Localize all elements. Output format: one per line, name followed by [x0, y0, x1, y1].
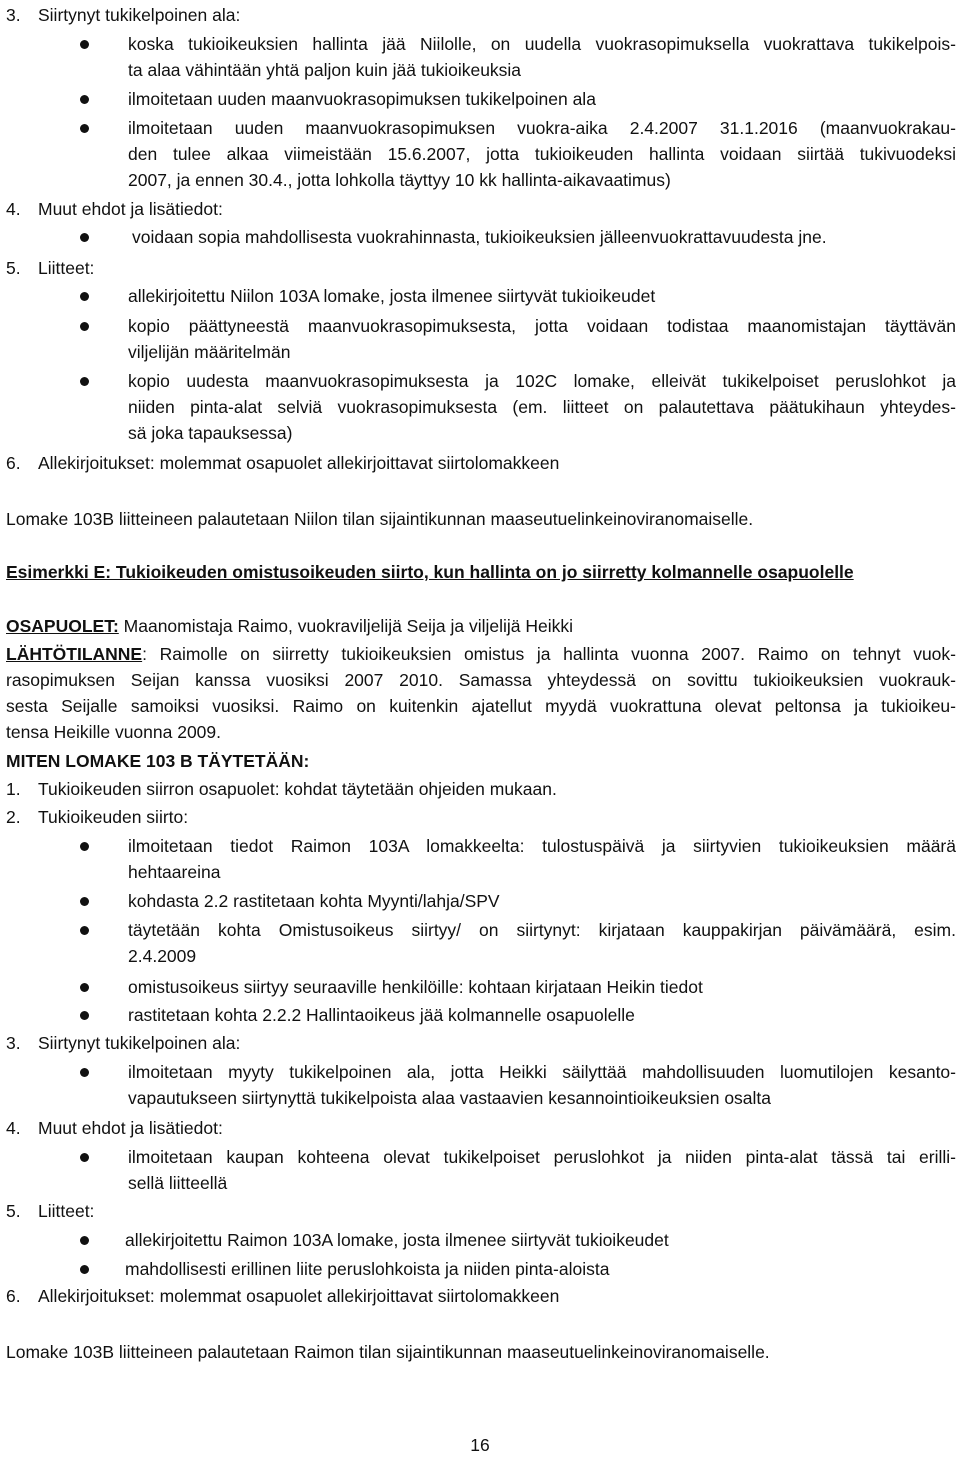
bullet-dot-icon — [80, 1236, 89, 1245]
bullet-text: den tulee alkaa viimeistään 15.6.2007, jotta tukioikeuden hallinta voidaan siirtää tukivuodeksi — [128, 144, 956, 164]
bullet-dot-icon — [80, 95, 89, 104]
section-title: Muut ehdot ja lisätiedot: — [38, 199, 223, 219]
bullet-text: vapautukseen siirtynyttä tukikelpoista alaa vastaavien kesannointioikeuksien osalta — [128, 1088, 772, 1108]
section-number: 6. — [6, 1286, 21, 1306]
bullet-dot-icon — [80, 1153, 89, 1162]
section-number: 4. — [6, 1118, 21, 1138]
parties-line — [6, 613, 956, 639]
bullet-dot-icon — [80, 233, 89, 242]
situation-line: sesta Seijalle samoiksi vuosiksi. Raimo on kuitenkin ajatellut myydä vuokrattuna olevat peltonsa ja tukioikeu- — [6, 696, 956, 716]
bullet-text: täytetään kohta Omistusoikeus siirtyy/ on siirtynyt: kirjataan kauppakirjan päivämäärä, esim. — [128, 920, 956, 940]
bullet-dot-icon — [80, 40, 89, 49]
section-title: Muut ehdot ja lisätiedot: — [38, 1118, 223, 1138]
situation-paragraph — [6, 641, 956, 745]
section-number: 5. — [6, 1201, 21, 1221]
section-number: 2. — [6, 807, 21, 827]
how-to-fill-heading: MITEN LOMAKE 103 B TÄYTETÄÄN: — [6, 751, 310, 771]
bullet-text: ilmoitetaan kaupan kohteena olevat tukikelpoiset peruslohkot ja niiden pinta-alat tässä tai erilli- — [128, 1147, 956, 1167]
situation-line: rasopimuksen Seijan kanssa vuosiksi 2007 2010. Samassa yhteydessä on sovittu tukioikeuksien vuokrauk- — [6, 670, 956, 690]
bullet-text: koska tukioikeuksien hallinta jää Niilolle, on uudella vuokrasopimuksella vuokrattava tukikelpois- — [128, 34, 956, 54]
bullet-dot-icon — [80, 842, 89, 851]
bullet-dot-icon — [80, 322, 89, 331]
bullet-text: voidaan sopia mahdollisesta vuokrahinnasta, tukioikeuksien jälleenvuokrattavuudesta jne. — [132, 227, 827, 247]
section-title: Tukioikeuden siirron osapuolet: kohdat täytetään ohjeiden mukaan. — [38, 779, 557, 799]
bullet-text: viljelijän määritelmän — [128, 342, 291, 362]
section-title: Siirtynyt tukikelpoinen ala: — [38, 1033, 241, 1053]
section-title: Allekirjoitukset: molemmat osapuolet allekirjoittavat siirtolomakkeen — [38, 453, 560, 473]
bullet-dot-icon — [80, 1068, 89, 1077]
section-title: Liitteet: — [38, 1201, 95, 1221]
bullet-text: ilmoitetaan tiedot Raimon 103A lomakkeelta: tulostuspäivä ja siirtyvien tukioikeuksien määrä — [128, 836, 956, 856]
section-number: 4. — [6, 199, 21, 219]
bullet-text: sä joka tapauksessa) — [128, 423, 293, 443]
bullet-text: 2.4.2009 — [128, 946, 197, 966]
bullet-dot-icon — [80, 983, 89, 992]
situation-label: LÄHTÖTILANNE — [6, 644, 143, 664]
bullet-text: mahdollisesti erillinen liite peruslohkoista ja niiden pinta-aloista — [125, 1259, 610, 1279]
parties-text: Maanomistaja Raimo, vuokraviljelijä Seija ja viljelijä Heikki — [118, 616, 573, 636]
bullet-dot-icon — [80, 1011, 89, 1020]
bullet-text: sellä liitteellä — [128, 1173, 228, 1193]
section-number: 3. — [6, 5, 21, 25]
bullet-dot-icon — [80, 124, 89, 133]
section-title: Liitteet: — [38, 258, 95, 278]
section-number: 1. — [6, 779, 21, 799]
bullet-text: allekirjoitettu Raimon 103A lomake, josta ilmenee siirtyvät tukioikeudet — [125, 1230, 669, 1250]
section-number: 6. — [6, 453, 21, 473]
bullet-text: niiden pinta-alat selviä vuokrasopimuksesta (em. liitteet on palautettava päätukihaun yhteydes- — [128, 397, 956, 417]
section-title: Tukioikeuden siirto: — [38, 807, 189, 827]
situation-line: tensa Heikille vuonna 2009. — [6, 722, 222, 742]
bullet-text: hehtaareina — [128, 862, 221, 882]
bullet-dot-icon — [80, 377, 89, 386]
bullet-text: kohdasta 2.2 rastitetaan kohta Myynti/lahja/SPV — [128, 891, 500, 911]
bullet-text: ta alaa vähintään yhtä paljon kuin jää tukioikeuksia — [128, 60, 522, 80]
bullet-text: allekirjoitettu Niilon 103A lomake, josta ilmenee siirtyvät tukioikeudet — [128, 286, 656, 306]
bullet-text: omistusoikeus siirtyy seuraaville henkilöille: kohtaan kirjataan Heikin tiedot — [128, 977, 703, 997]
bullet-text: kopio uudesta maanvuokrasopimuksesta ja 102C lomake, elleivät tukikelpoiset peruslohkot ja — [128, 371, 956, 391]
bullet-text: 2007, ja ennen 30.4., jotta lohkolla täyttyy 10 kk hallinta-aikavaatimus) — [128, 170, 671, 190]
section-number: 5. — [6, 258, 21, 278]
bullet-dot-icon — [80, 292, 89, 301]
return-instruction: Lomake 103B liitteineen palautetaan Raimon tilan sijaintikunnan maaseutuelinkeinoviranomaiselle. — [6, 1342, 770, 1362]
bullet-text: ilmoitetaan uuden maanvuokrasopimuksen vuokra-aika 2.4.2007 31.1.2016 (maanvuokrakau- — [128, 118, 956, 138]
bullet-text: kopio päättyneestä maanvuokrasopimuksesta, jotta voidaan todistaa maanomistajan täyttävän — [128, 316, 956, 336]
section-number: 3. — [6, 1033, 21, 1053]
bullet-text: ilmoitetaan uuden maanvuokrasopimuksen tukikelpoinen ala — [128, 89, 596, 109]
situation-line: LÄHTÖTILANNE: Raimolle on siirretty tukioikeuksien omistus ja hallinta vuonna 2007. Raimo on tehnyt vuok- — [6, 644, 956, 664]
bullet-text: ilmoitetaan myyty tukikelpoinen ala, jotta Heikki säilyttää mahdollisuuden luomutilojen kesanto- — [128, 1062, 956, 1082]
bullet-dot-icon — [80, 926, 89, 935]
section-title: Siirtynyt tukikelpoinen ala: — [38, 5, 241, 25]
page-number: 16 — [470, 1435, 490, 1455]
bullet-dot-icon — [80, 1265, 89, 1274]
bullet-dot-icon — [80, 897, 89, 906]
parties-label: OSAPUOLET: — [6, 616, 119, 636]
section-title: Allekirjoitukset: molemmat osapuolet allekirjoittavat siirtolomakkeen — [38, 1286, 560, 1306]
example-heading: Esimerkki E: Tukioikeuden omistusoikeuden siirto, kun hallinta on jo siirretty kolmannelle osapuolelle — [6, 562, 854, 582]
bullet-text: rastitetaan kohta 2.2.2 Hallintaoikeus jää kolmannelle osapuolelle — [128, 1005, 635, 1025]
return-instruction: Lomake 103B liitteineen palautetaan Niilon tilan sijaintikunnan maaseutuelinkeinoviranomaiselle. — [6, 509, 754, 529]
